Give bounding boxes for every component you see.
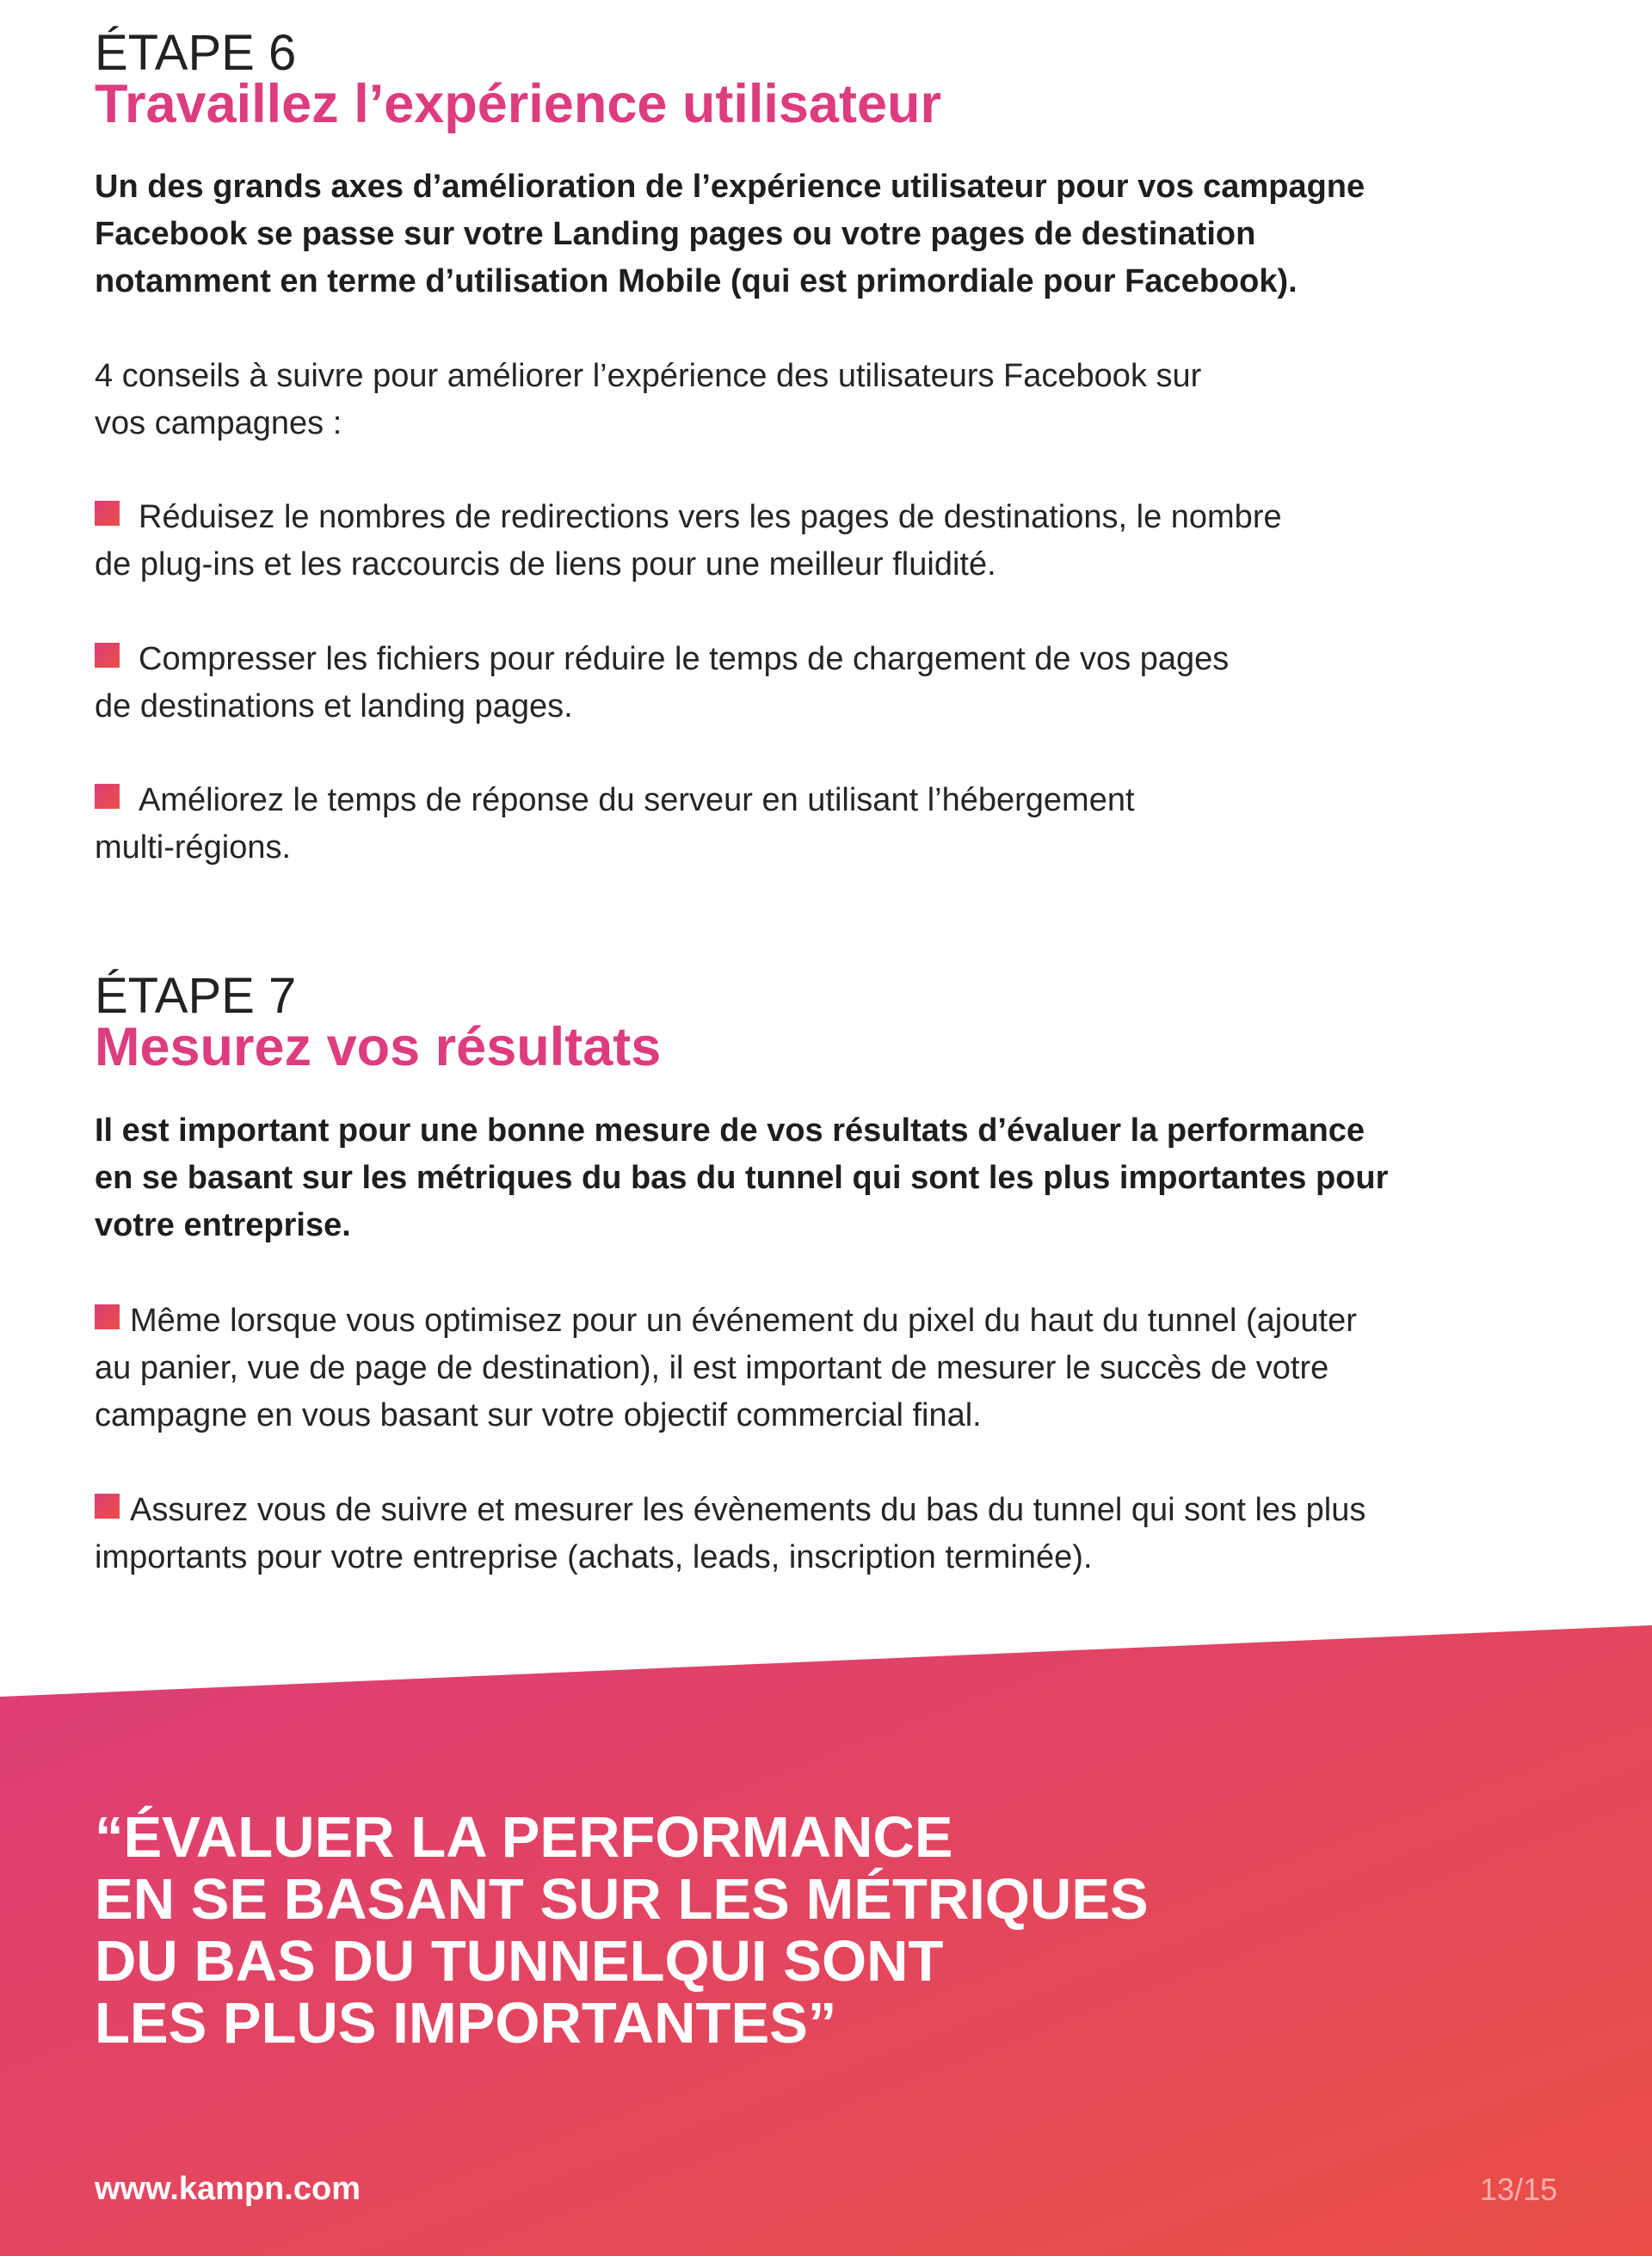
bullet-square-icon	[95, 784, 120, 809]
step7-point	[95, 1298, 1357, 1439]
step6-tip	[95, 494, 1282, 589]
bullet-square-icon	[95, 1304, 120, 1329]
step6-tip-text: Améliorez le temps de réponse du serveur en utilisant l’hébergement	[139, 782, 1135, 818]
bullet-square-icon	[95, 501, 120, 526]
pull-quote-line: EN SE BASANT SUR LES MÉTRIQUES	[95, 1867, 1149, 1932]
step7-lead-line: Il est important pour une bonne mesure de vos résultats d’évaluer la performance	[95, 1113, 1365, 1149]
step7-point-text: Assurez vous de suivre et mesurer les évènements du bas du tunnel qui sont les plus	[130, 1492, 1366, 1528]
pull-quote-line: DU BAS DU TUNNELQUI SONT	[95, 1929, 944, 1994]
step7-title: Mesurez vos résultats	[95, 1017, 662, 1077]
step6-tip-text: Réduisez le nombres de redirections vers les pages de destinations, le nombre	[139, 499, 1282, 535]
website-link[interactable]: www.kampn.com	[95, 2171, 361, 2207]
step6-lead-line: Un des grands axes d’amélioration de l’expérience utilisateur pour vos campagne	[95, 169, 1365, 205]
bullet-square-icon	[95, 643, 120, 668]
pull-quote-line: LES PLUS IMPORTANTES”	[95, 1991, 837, 2056]
pull-quote-line: “ÉVALUER LA PERFORMANCE	[95, 1805, 953, 1870]
step7-point-text: importants pour votre entreprise (achats, leads, inscription terminée).	[95, 1539, 1093, 1575]
page-number: 13/15	[1479, 2172, 1557, 2207]
step7-point-text: au panier, vue de page de destination), il est important de mesurer le succès de votre	[95, 1350, 1329, 1386]
step6-lead-line: notamment en terme d’utilisation Mobile (qui est primordiale pour Facebook).	[95, 263, 1298, 299]
step6-tip-text: de destinations et landing pages.	[95, 688, 573, 724]
step6-intro	[95, 353, 1201, 447]
pull-quote	[95, 1807, 1149, 2055]
step7-lead-line: en se basant sur les métriques du bas du tunnel qui sont les plus importantes pour	[95, 1160, 1389, 1196]
step6-label: ÉTAPE 6	[95, 25, 297, 81]
step6-tip-text: Compresser les fichiers pour réduire le temps de chargement de vos pages	[139, 641, 1230, 677]
step7-point	[95, 1487, 1365, 1581]
step7-point-text: Même lorsque vous optimisez pour un événement du pixel du haut du tunnel (ajouter	[130, 1303, 1357, 1339]
step7-label: ÉTAPE 7	[95, 968, 297, 1024]
step6-intro-line: 4 conseils à suivre pour améliorer l’expérience des utilisateurs Facebook sur	[95, 358, 1202, 394]
step6-tip	[95, 636, 1229, 730]
step6-lead-line: Facebook se passe sur votre Landing pages ou votre pages de destination	[95, 216, 1256, 252]
step7-point-text: campagne en vous basant sur votre objectif commercial final.	[95, 1397, 982, 1433]
step7-lead	[95, 1107, 1583, 1249]
step6-intro-line: vos campagnes :	[95, 405, 342, 441]
step6-tip-text: multi-régions.	[95, 829, 292, 866]
bullet-square-icon	[95, 1494, 120, 1519]
step6-lead	[95, 163, 1583, 305]
step6-tip-text: de plug-ins et les raccourcis de liens pour une meilleur fluidité.	[95, 546, 996, 582]
step7-lead-line: votre entreprise.	[95, 1207, 351, 1243]
step6-title: Travaillez l’expérience utilisateur	[95, 74, 941, 134]
step6-tip	[95, 777, 1135, 872]
